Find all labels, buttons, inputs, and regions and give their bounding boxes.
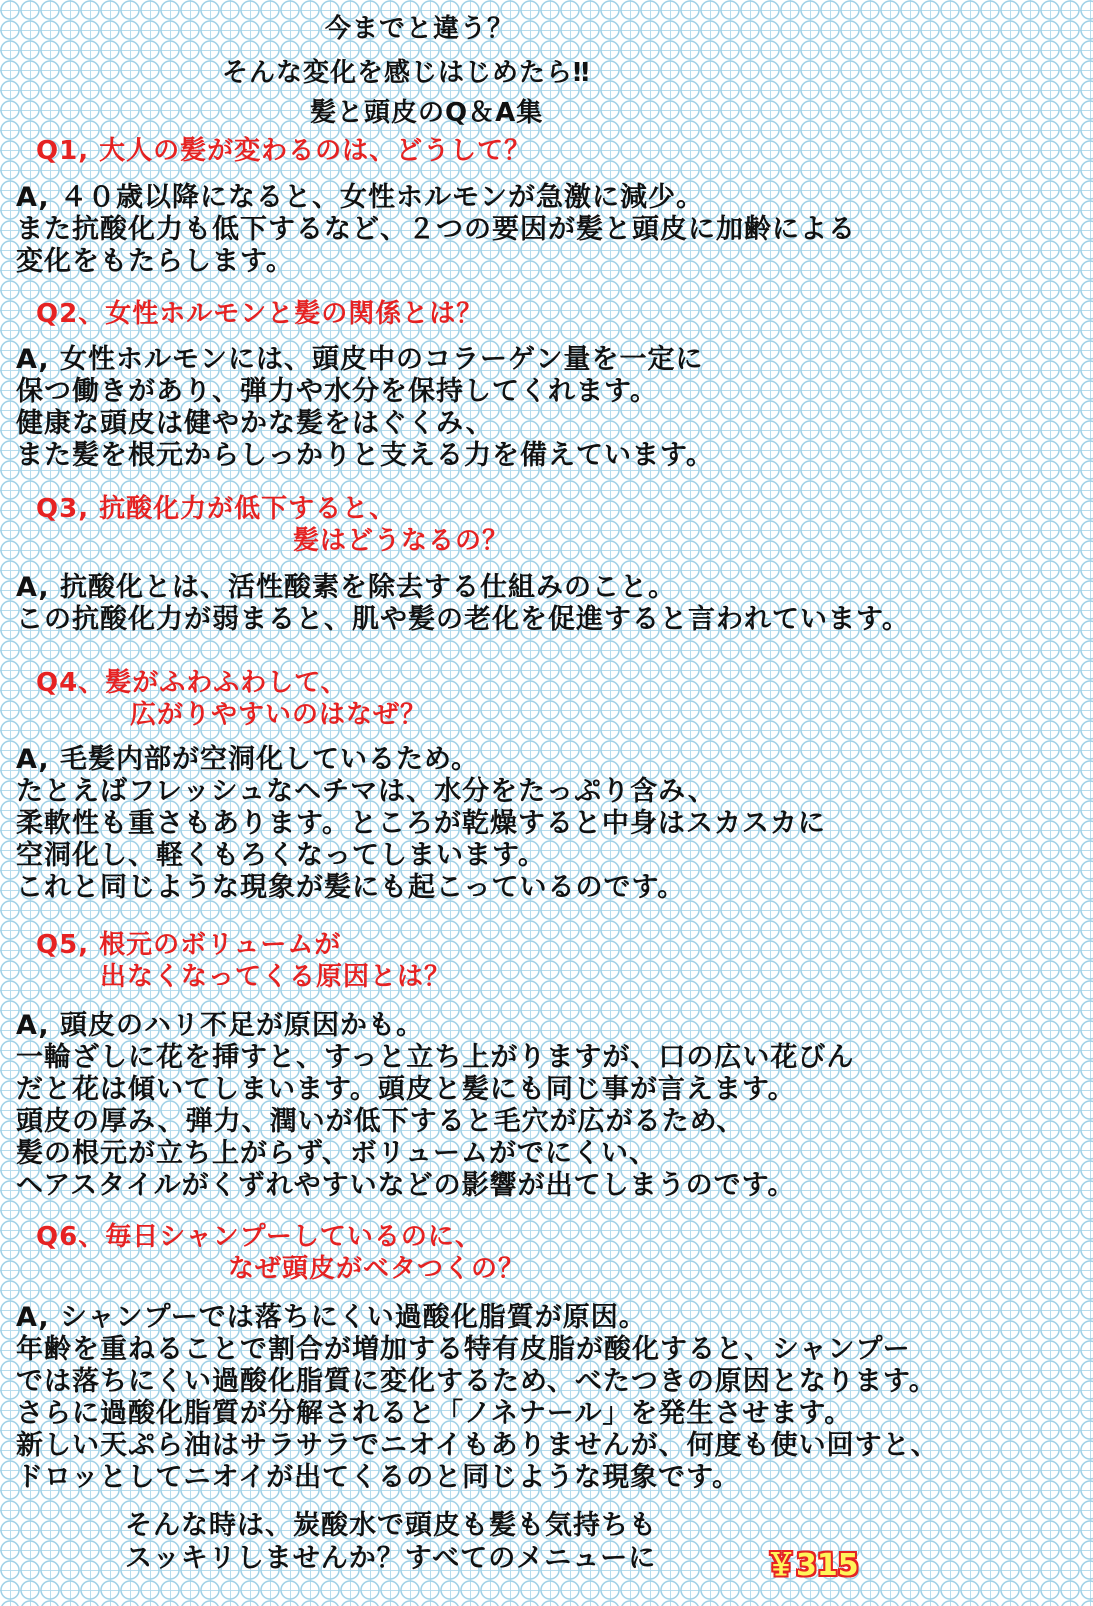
q5-answer-line: ヘアスタイルがくずれやすいなどの影響が出てしまうのです。 — [16, 1170, 796, 1201]
q5-answer-line: 一輪ざしに花を挿すと、すっと立ち上がりますが、口の広い花びん — [16, 1042, 855, 1073]
q3-answer-line: A, 抗酸化とは、活性酸素を除去する仕組みのこと。 — [16, 572, 677, 603]
q4-answer-line: A, 毛髪内部が空洞化しているため。 — [16, 744, 479, 775]
q5-answer-line: 頭皮の厚み、弾力、潤いが低下すると毛穴が広がるため、 — [16, 1106, 745, 1137]
q6-answer-line: ドロッとしてニオイが出てくるのと同じような現象です。 — [16, 1462, 740, 1493]
q4-answer-line: 柔軟性も重さもあります。ところが乾燥すると中身はスカスカに — [16, 808, 826, 839]
q5-answer-line: 髪の根元が立ち上がらず、ボリュームがでにくい、 — [16, 1138, 658, 1169]
header-line-2: そんな変化を感じはじめたら‼ — [222, 58, 591, 88]
q2-answer-line: 健康な頭皮は健やかな髪をはぐくみ、 — [16, 408, 494, 439]
q2-answer-line: A, 女性ホルモンには、頭皮中のコラーゲン量を一定に — [16, 344, 704, 375]
q6-question-line-2: なぜ頭皮がベタつくの？ — [228, 1254, 526, 1284]
q6-answer-line: 年齢を重ねることで割合が増加する特有皮脂が酸化すると、シャンプー — [16, 1334, 911, 1365]
q2-answer-line: また髪を根元からしっかりと支える力を備えています。 — [16, 440, 714, 471]
q2-answer-line: 保つ働きがあり、弾力や水分を保持してくれます。 — [16, 376, 658, 407]
price-badge: ￥315 — [766, 1548, 859, 1583]
q6-question-line-1: Q6、毎日シャンプーしているのに、 — [36, 1222, 482, 1252]
q6-answer-line: 新しい天ぷら油はサラサラでニオイもありませんが、何度も使い回すと、 — [16, 1430, 939, 1461]
q6-answer-line: では落ちにくい過酸化脂質に変化するため、べたつきの原因となります。 — [16, 1366, 937, 1397]
q2-question: Q2、女性ホルモンと髪の関係とは？ — [36, 299, 484, 329]
q3-question-line-2: 髪はどうなるの？ — [293, 526, 510, 556]
q5-question-line-1: Q5, 根元のボリュームが — [36, 930, 342, 960]
header-title: 髪と頭皮のQ＆A集 — [310, 98, 544, 128]
q3-question-line-1: Q3, 抗酸化力が低下すると、 — [36, 494, 397, 524]
q4-answer-line: これと同じような現象が髪にも起こっているのです。 — [16, 872, 686, 903]
header-line-1: 今までと違う？ — [325, 14, 515, 44]
q4-question-line-1: Q4、髪がふわふわして、 — [36, 668, 348, 698]
q6-answer-line: A, シャンプーでは落ちにくい過酸化脂質が原因。 — [16, 1302, 647, 1333]
q5-question-line-2: 出なくなってくる原因とは？ — [100, 962, 452, 992]
q5-answer-line: だと花は傾いてしまいます。頭皮と髪にも同じ事が言えます。 — [16, 1074, 796, 1105]
q1-answer-line: 変化をもたらします。 — [16, 246, 294, 277]
footer-line-2: スッキリしませんか？すべてのメニューに — [125, 1543, 657, 1574]
q4-answer-line: 空洞化し、軽くもろくなってしまいます。 — [16, 840, 546, 871]
q1-answer-line: また抗酸化力も低下するなど、２つの要因が髪と頭皮に加齢による — [16, 214, 856, 245]
footer-line-1: そんな時は、炭酸水で頭皮も髪も気持ちも — [125, 1510, 657, 1541]
q1-answer-line: A, ４０歳以降になると、女性ホルモンが急激に減少。 — [16, 182, 705, 213]
q5-answer-line: A, 頭皮のハリ不足が原因かも。 — [16, 1010, 425, 1041]
q4-question-line-2: 広がりやすいのはなぜ？ — [130, 700, 428, 730]
q4-answer-line: たとえばフレッシュなヘチマは、水分をたっぷり含み、 — [16, 776, 716, 807]
q6-answer-line: さらに過酸化脂質が分解されると「ノネナール」を発生させます。 — [16, 1398, 853, 1429]
q1-question: Q1, 大人の髪が変わるのは、どうして？ — [36, 136, 532, 166]
q3-answer-line: この抗酸化力が弱まると、肌や髪の老化を促進すると言われています。 — [16, 604, 910, 635]
